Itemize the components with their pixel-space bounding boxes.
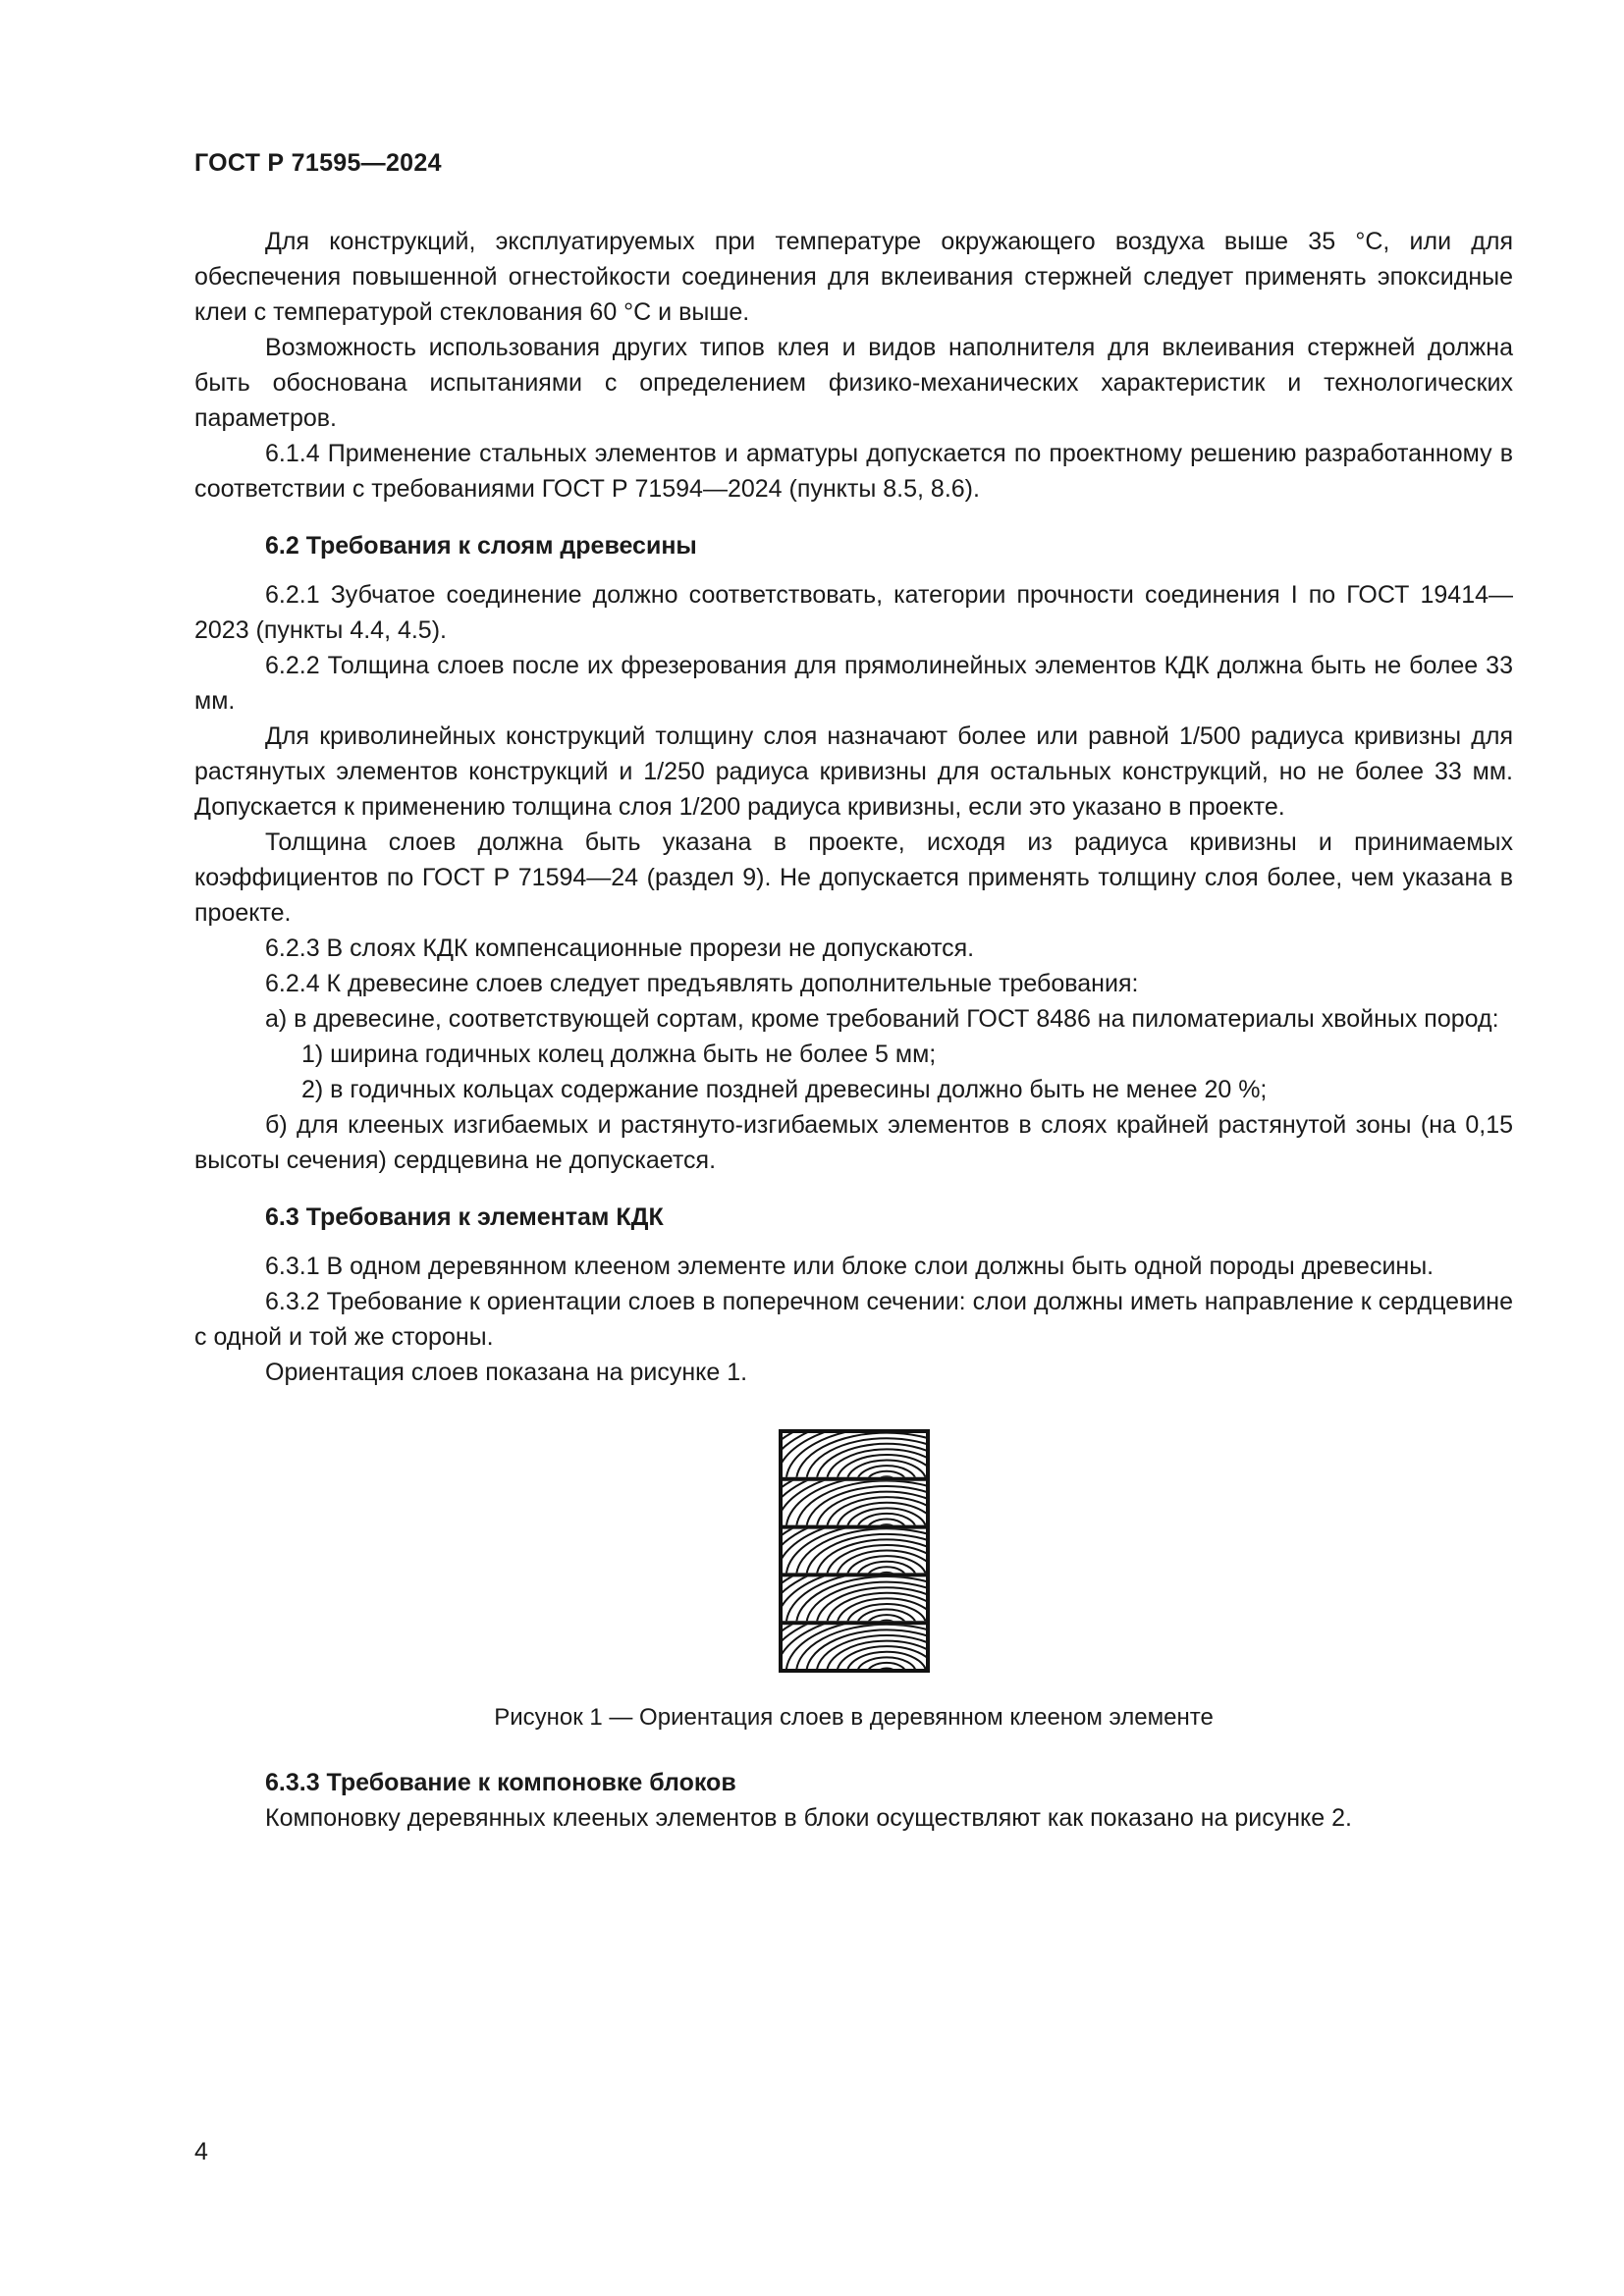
paragraph: 6.3.2 Требование к ориентации слоев в поперечном сечении: слои должны иметь направление к сердцевине с одной и той же стороны. <box>194 1288 1513 1351</box>
paragraph: 6.3.1 В одном деревянном клееном элементе или блоке слои должны быть одной породы древесины. <box>265 1253 1435 1280</box>
document-header: ГОСТ Р 71595—2024 <box>194 149 442 177</box>
list-item: б) для клееных изгибаемых и растянуто-изгибаемых элементов в слоях крайней растянутой зоны (на 0,15 высоты сечения) сердцевина не допускается. <box>194 1111 1513 1174</box>
section-heading-6-3: 6.3 Требования к элементам КДК <box>265 1203 664 1231</box>
paragraph: 6.2.1 Зубчатое соединение должно соответствовать, категории прочности соединения I по ГОСТ 19414—2023 (пункты 4.4, 4.5). <box>194 581 1513 644</box>
figure-1 <box>194 1429 1513 1673</box>
paragraph: Возможность использования других типов клея и видов наполнителя для вклеивания стержней должна быть обоснована испытаниями с определением физико-механических характеристик и технологических параметров. <box>194 334 1513 432</box>
document-body <box>194 224 1513 1836</box>
paragraph: 6.2.4 К древесине слоев следует предъявлять дополнительные требования: <box>265 970 1139 997</box>
figure-caption: Рисунок 1 — Ориентация слоев в деревянном клееном элементе <box>494 1704 1214 1731</box>
paragraph: 6.2.2 Толщина слоев после их фрезерования для прямолинейных элементов КДК должна быть не более 33 мм. <box>194 652 1513 715</box>
section-heading-6-2: 6.2 Требования к слоям древесины <box>265 532 697 560</box>
glued-layers-diagram <box>779 1429 930 1673</box>
paragraph: 6.2.3 В слоях КДК компенсационные прорези не допускаются. <box>265 934 975 962</box>
list-item: 1) ширина годичных колец должна быть не более 5 мм; <box>301 1041 937 1068</box>
page-number: 4 <box>194 2138 208 2165</box>
paragraph: 6.1.4 Применение стальных элементов и арматуры допускается по проектному решению разработанному в соответствии с требованиями ГОСТ Р 71594—2024 (пункты 8.5, 8.6). <box>194 440 1513 503</box>
list-item: а) в древесине, соответствующей сортам, кроме требований ГОСТ 8486 на пиломатериалы хвойных пород: <box>265 1005 1499 1033</box>
paragraph: Компоновку деревянных клееных элементов в блоки осуществляют как показано на рисунке 2. <box>265 1804 1352 1832</box>
paragraph: Для криволинейных конструкций толщину слоя назначают более или равной 1/500 радиуса кривизны для растянутых элементов конструкций и 1/250 радиуса кривизны для остальных конструкций, но не более 33 мм. Допускается к применению толщина слоя 1/200 радиуса кривизны, если это указано в проекте. <box>194 722 1513 821</box>
paragraph: Толщина слоев должна быть указана в проекте, исходя из радиуса кривизны и принимаемых коэффициентов по ГОСТ Р 71594—24 (раздел 9). Не допускается применять толщину слоя более, чем указана в проекте. <box>194 828 1513 927</box>
list-item: 2) в годичных кольцах содержание поздней древесины должно быть не менее 20 %; <box>301 1076 1268 1103</box>
paragraph: Для конструкций, эксплуатируемых при температуре окружающего воздуха выше 35 °C, или для обеспечения повышенной огнестойкости соединения для вклеивания стержней следует применять эпоксидные клеи с температурой стеклования 60 °C и выше. <box>194 228 1513 326</box>
wood-layer <box>779 1591 930 1673</box>
paragraph: Ориентация слоев показана на рисунке 1. <box>265 1359 748 1386</box>
section-heading-6-3-3: 6.3.3 Требование к компоновке блоков <box>265 1769 736 1796</box>
